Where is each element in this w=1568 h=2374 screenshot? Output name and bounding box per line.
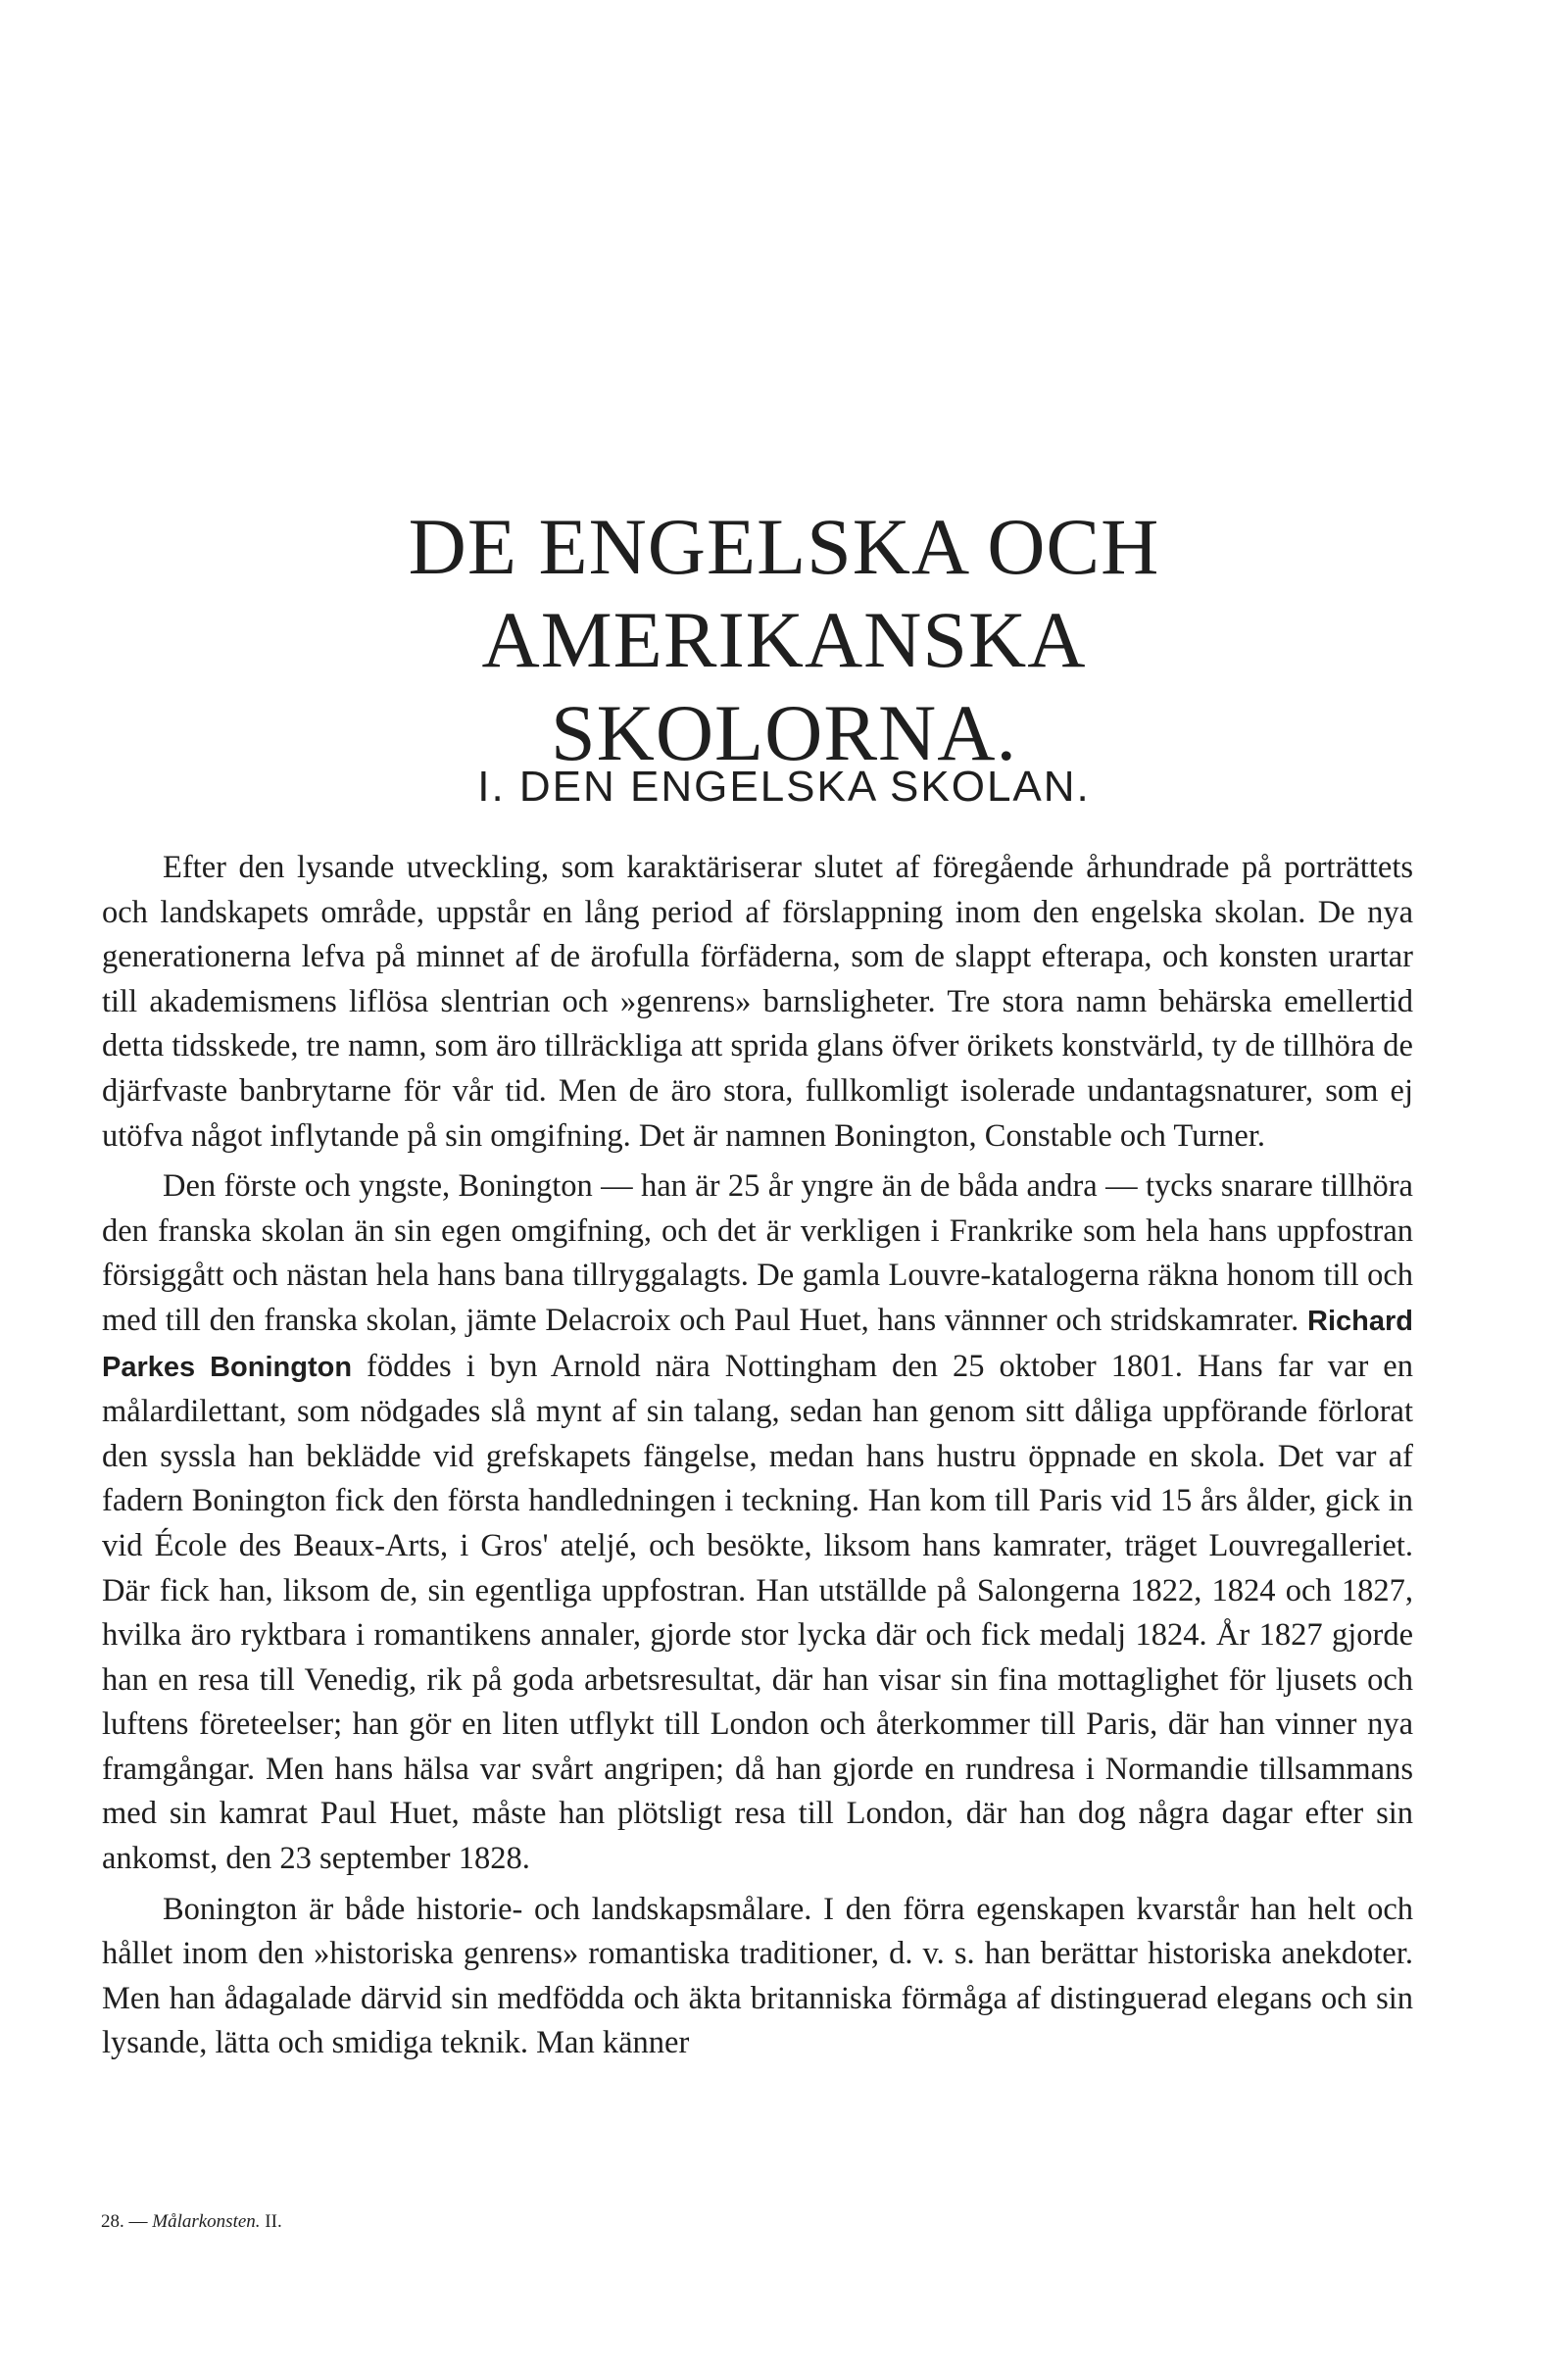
body-text xyxy=(102,846,1413,2072)
footer-volume: II. xyxy=(265,2211,282,2232)
artist-name: Richard Parkes Bonington xyxy=(102,1305,1413,1383)
page-title-line-2: SKOLORNA. xyxy=(551,688,1017,778)
page-title xyxy=(98,500,1470,779)
paragraph-2 xyxy=(102,1164,1413,1882)
paragraph-2-text-a: Den förste och yngste, Bonington — han är 25 år yngre än de båda andra — tycks snarare tillhöra den franska skolan än sin egen omgifning, och det är verkligen i Frankrike som hela hans uppfostran försiggått och nästan hela hans bana tillryggalagts. De gamla Louvre-katalogerna räkna honom till och med till den franska skolan, jämte Delacroix och Paul Huet, hans vännner och stridskamrater. xyxy=(102,1168,1413,1338)
footer-book-title: Målarkonsten. xyxy=(152,2211,261,2232)
page-title-line-1: DE ENGELSKA OCH AMERIKANSKA xyxy=(408,502,1160,685)
footer-signature: 28. — xyxy=(101,2211,148,2232)
paragraph-1: Efter den lysande utveckling, som karaktäriserar slutet af föregående århundrade på porträttets och landskapets område, uppstår en lång period af förslappning inom den engelska skolan. De nya generationerna lefva på minnet af de ärofulla förfäderna, som de slappt efterapa, och konsten urartar till akademismens liflösa slentrian och »genrens» barnsligheter. Tre stora namn behärska emellertid detta tidsskede, tre namn, som äro tillräckliga att sprida glans öfver örikets konstvärld, ty de tillhöra de djärfvaste banbrytarne för vår tid. Men de äro stora, fullkomligt isolerade undantagsnaturer, som ej utöfva något inflytande på sin omgifning. Det är namnen Bonington, Constable och Turner. xyxy=(102,850,1413,1154)
paragraph-3: Bonington är både historie- och landskapsmålare. I den förra egenskapen kvarstår han helt och hållet inom den »historiska genrens» romantiska traditioner, d. v. s. han berättar historiska anekdoter. Men han ådagalade därvid sin medfödda och äkta britanniska förmåga af distinguerad elegans och sin lysande, lätta och smidiga teknik. Man känner xyxy=(102,1891,1413,2061)
paragraph-2-text-b: föddes i byn Arnold nära Nottingham den 25 oktober 1801. Hans far var en målardilettant, som nödgades slå mynt af sin talang, sedan han genom sitt dåliga uppförande förlorat den syssla han beklädde vid grefskapets fängelse, medan hans hustru öppnade en skola. Det var af fadern Bonington fick den första handledningen i teckning. Han kom till Paris vid 15 års ålder, gick in vid École des Beaux-Arts, i Gros' ateljé, och besökte, liksom hans kamrater, träget Louvregalleriet. Där fick han, liksom de, sin egentliga uppfostran. Han utställde på Salongerna 1822, 1824 och 1827, hvilka äro ryktbara i romantikens annaler, gjorde stor lycka där och fick medalj 1824. År 1827 gjorde han en resa till Venedig, rik på goda arbetsresultat, där han visar sin fina mottaglighet för ljusets och luftens företeelser; han gör en liten utflykt till London och återkommer till Paris, där han vinner nya framgångar. Men hans hälsa var svårt angripen; då han gjorde en rundresa i Normandie tillsammans med sin kamrat Paul Huet, måste han plötsligt resa till London, där han dog några dagar efter sin ankomst, den 23 september 1828. xyxy=(102,1348,1413,1877)
page-footer xyxy=(101,2211,282,2233)
section-heading: I. DEN ENGELSKA SKOLAN. xyxy=(477,763,1091,811)
